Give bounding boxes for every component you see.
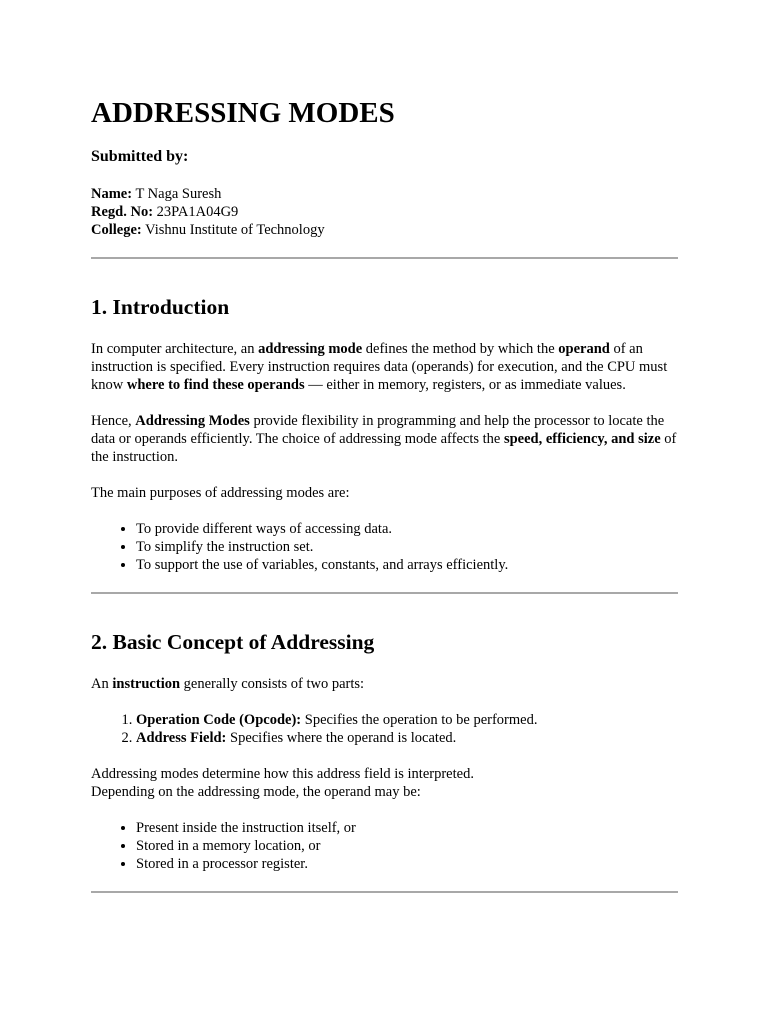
regd-line [91, 203, 678, 221]
list-item: • To simplify the instruction set. [136, 538, 678, 556]
term-speed-efficiency-size: speed, efficiency, and size [503, 431, 661, 447]
section-divider [91, 592, 678, 594]
name-value: T Naga Suresh [135, 186, 222, 202]
term-where-to-find: where to find these operands [126, 377, 305, 393]
basic-paragraph-1 [91, 675, 678, 693]
text: In computer architecture, an [91, 341, 259, 357]
purposes-list [91, 520, 678, 574]
text: generally consists of two parts: [180, 676, 365, 692]
text: of an instruction is specified. Every instruction requires data (operands) for execution, and the CPU must know [91, 341, 668, 393]
basic-paragraph-2 [91, 765, 678, 801]
term-addressing-mode: addressing mode [258, 341, 363, 357]
locations-list [91, 819, 678, 873]
list-item [136, 711, 678, 729]
text: An [91, 676, 113, 692]
term-addressing-modes: Addressing Modes [135, 413, 250, 429]
part-label: Operation Code (Opcode): [136, 712, 302, 728]
regd-label: Regd. No: [91, 204, 154, 220]
college-value: Vishnu Institute of Technology [145, 222, 325, 238]
section-divider [91, 257, 678, 259]
part-label: Address Field: [136, 730, 227, 746]
college-label: College: [91, 222, 142, 238]
college-line [91, 221, 678, 239]
section-divider [91, 891, 678, 893]
text: provide flexibility in programming and help the processor to locate the data or operands efficiently. The choice of addressing mode affects the [91, 413, 665, 447]
list-item: • Stored in a memory location, or [136, 837, 678, 855]
name-line [91, 185, 678, 203]
submitted-by-label: Submitted by: [91, 148, 189, 165]
intro-paragraph-3: The main purposes of addressing modes are: [91, 485, 350, 501]
term-instruction: instruction [112, 676, 181, 692]
intro-paragraph-2 [91, 412, 678, 466]
term-operand: operand [558, 341, 610, 357]
text: — either in memory, registers, or as immediate values. [304, 377, 626, 393]
text: Addressing modes determine how this address field is interpreted. [91, 766, 474, 782]
text: defines the method by which the [362, 341, 559, 357]
list-item: • To support the use of variables, constants, and arrays efficiently. [136, 556, 678, 574]
intro-paragraph-1 [91, 340, 678, 394]
list-item: • Present inside the instruction itself, or [136, 819, 678, 837]
list-item: • Stored in a processor register. [136, 855, 678, 873]
parts-list [91, 711, 678, 747]
text: Depending on the addressing mode, the operand may be: [91, 784, 421, 800]
list-item [136, 729, 678, 747]
section-heading-introduction: 1. Introduction [91, 295, 230, 319]
regd-value: 23PA1A04G9 [156, 204, 239, 220]
name-label: Name: [91, 186, 133, 202]
document-title: ADDRESSING MODES [91, 97, 395, 129]
text: of the instruction. [91, 431, 677, 465]
part-text: Specifies where the operand is located. [226, 730, 457, 746]
section-heading-basic-concept: 2. Basic Concept of Addressing [91, 630, 375, 654]
part-text: Specifies the operation to be performed. [301, 712, 538, 728]
text: Hence, [91, 413, 136, 429]
list-item: • To provide different ways of accessing data. [136, 520, 678, 538]
author-info [91, 185, 678, 239]
